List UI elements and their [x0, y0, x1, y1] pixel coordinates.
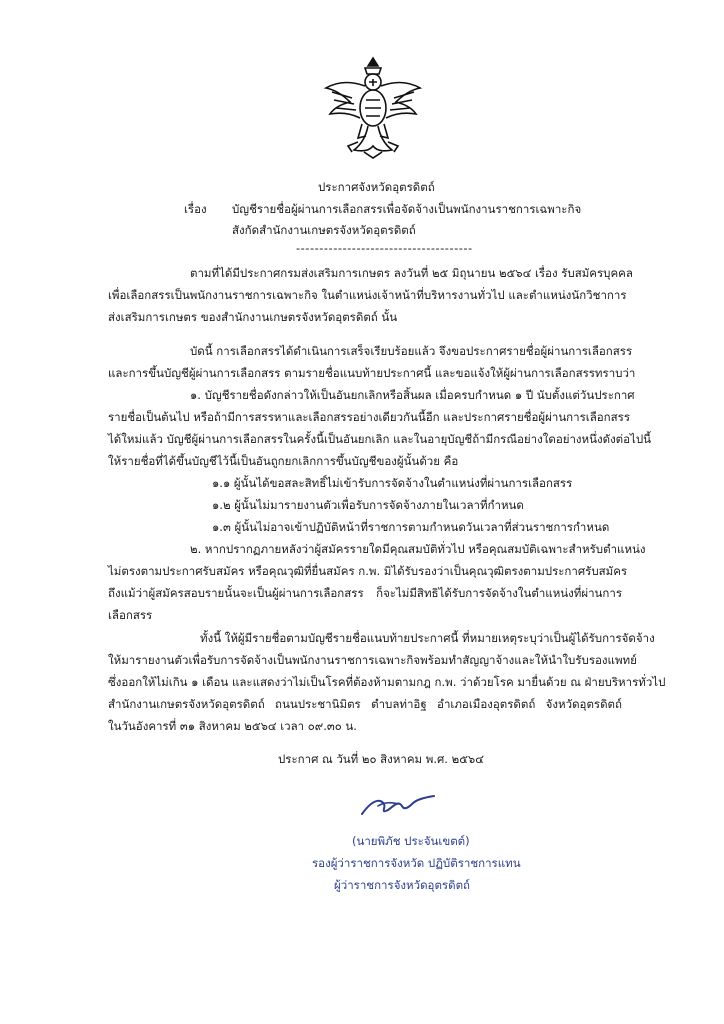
subject-line-1: บัญชีรายชื่อผู้ผ่านการเลือกสรรเพื่อจัดจ้างเป็นพนักงานราชการเฉพาะกิจ: [232, 202, 582, 216]
list-item: ๑.๓ ผู้นั้นไม่อาจเข้าปฏิบัติหน้าที่ราชการตามกำหนดวันเวลาที่ส่วนราชการกำหนด: [212, 520, 610, 534]
paragraph-2-line-2: และการขึ้นบัญชีผู้ผ่านการเลือกสรร ตามรายชื่อแนบท้ายประกาศนี้ และขอแจ้งให้ผู้ผ่านการเลือกสรรทราบว่า: [108, 366, 636, 380]
subject-line-2: สังกัดสำนักงานเกษตรจังหวัดอุตรดิตถ์: [232, 223, 416, 237]
announcement-agency: ประกาศจังหวัดอุตรดิตถ์: [318, 180, 435, 194]
paragraph-3-line-4: ให้รายชื่อที่ได้ขึ้นบัญชีไว้นี้เป็นอันถูกยกเลิกการขึ้นบัญชีของผู้นั้นด้วย คือ: [108, 454, 459, 468]
paragraph-3-line-3: ได้ใหม่แล้ว บัญชีผู้ผ่านการเลือกสรรในครั้งนี้เป็นอันยกเลิก และในอายุบัญชีถ้ามีกรณีอย่างใดอย่างหนึ่งดังต่อไปนี้: [108, 432, 652, 446]
paragraph-5-line-2: ให้มารายงานตัวเพื่อรับการจัดจ้างเป็นพนักงานราชการเฉพาะกิจพร้อมทำสัญญาจ้างและให้นำใบรับรองแพทย์: [108, 653, 637, 667]
signature-icon: [358, 790, 438, 822]
paragraph-3-line-2: รายชื่อเป็นต้นไป หรือถ้ามีการสรรหาและเลือกสรรอย่างเดียวกันนี้อีก และประกาศรายชื่อผู้ผ่านการเลือกสรร: [108, 410, 631, 424]
subject-label: เรื่อง: [184, 202, 207, 216]
paragraph-1-line-2: เพื่อเลือกสรรเป็นพนักงานราชการเฉพาะกิจ ในตำแหน่งเจ้าหน้าที่บริหารงานทั่วไป และตำแหน่งนักวิชาการ: [108, 288, 627, 302]
paragraph-4-line-4: เลือกสรร: [108, 608, 153, 622]
paragraph-5-line-4: สำนักงานเกษตรจังหวัดอุตรดิตถ์ ถนนประชานิมิตร ตำบลท่าอิฐ อำเภอเมืองอุตรดิตถ์ จังหวัดอุตรดิตถ์: [108, 697, 622, 711]
paragraph-3-line-1: ๑. บัญชีรายชื่อดังกล่าวให้เป็นอันยกเลิกหรือสิ้นผล เมื่อครบกำหนด ๑ ปี นับตั้งแต่วันประกาศ: [190, 388, 635, 402]
paragraph-5-line-5: ในวันอังคารที่ ๓๑ สิงหาคม ๒๕๖๔ เวลา ๐๙.๓๐ น.: [108, 719, 357, 733]
paragraph-1-line-3: ส่งเสริมการเกษตร ของสำนักงานเกษตรจังหวัดอุตรดิตถ์ นั้น: [108, 310, 398, 324]
paragraph-4-line-2: ไม่ตรงตามประกาศรับสมัคร หรือคุณวุฒิที่ยื่นสมัคร ก.พ. มิได้รับรองว่าเป็นคุณวุฒิตรงตามประกาศรับสมัคร: [108, 564, 628, 578]
divider: --------------------------------------: [296, 241, 473, 255]
paragraph-5-line-3: ซึ่งออกให้ไม่เกิน ๑ เดือน และแสดงว่าไม่เป็นโรคที่ต้องห้ามตามกฎ ก.พ. ว่าด้วยโรค มายื่นด้วย ณ ฝ่ายบริหารทั่วไป: [108, 675, 666, 689]
list-item: ๑.๑ ผู้นั้นได้ขอสละสิทธิ์ไม่เข้ารับการจัดจ้างในตำแหน่งที่ผ่านการเลือกสรร: [212, 476, 573, 490]
list-item: ๑.๒ ผู้นั้นไม่มารายงานตัวเพื่อรับการจัดจ้างภายในเวลาที่กำหนด: [212, 498, 524, 512]
paragraph-4-line-3: ถึงแม้ว่าผู้สมัครสอบรายนั้นจะเป็นผู้ผ่านการเลือกสรร ก็จะไม่มีสิทธิได้รับการจัดจ้างในตำแหน่งที่ผ่านการ: [108, 586, 622, 600]
signer-title-2: ผู้ว่าราชการจังหวัดอุตรดิตถ์: [334, 878, 471, 892]
signer-name: (นายพิภัช ประจันเขตต์): [352, 834, 470, 848]
garuda-emblem-icon: [318, 52, 428, 162]
paragraph-1-line-1: ตามที่ได้มีประกาศกรมส่งเสริมการเกษตร ลงวันที่ ๒๕ มิถุนายน ๒๕๖๔ เรื่อง รับสมัครบุคคล: [190, 266, 633, 280]
announcement-date: ประกาศ ณ วันที่ ๒๐ สิงหาคม พ.ศ. ๒๕๖๔: [278, 752, 484, 766]
paragraph-5-line-1: ทั้งนี้ ให้ผู้มีรายชื่อตามบัญชีรายชื่อแนบท้ายประกาศนี้ ที่หมายเหตุระบุว่าเป็นผู้ได้รับการจัดจ้าง: [200, 631, 655, 645]
paragraph-4-line-1: ๒. หากปรากฏภายหลังว่าผู้สมัครรายใดมีคุณสมบัติทั่วไป หรือคุณสมบัติเฉพาะสำหรับตำแหน่ง: [190, 542, 646, 556]
signer-title-1: รองผู้ว่าราชการจังหวัด ปฏิบัติราชการแทน: [312, 856, 521, 870]
paragraph-2-line-1: บัดนี้ การเลือกสรรได้ดำเนินการเสร็จเรียบร้อยแล้ว จึงขอประกาศรายชื่อผู้ผ่านการเลือกสรร: [190, 344, 633, 358]
